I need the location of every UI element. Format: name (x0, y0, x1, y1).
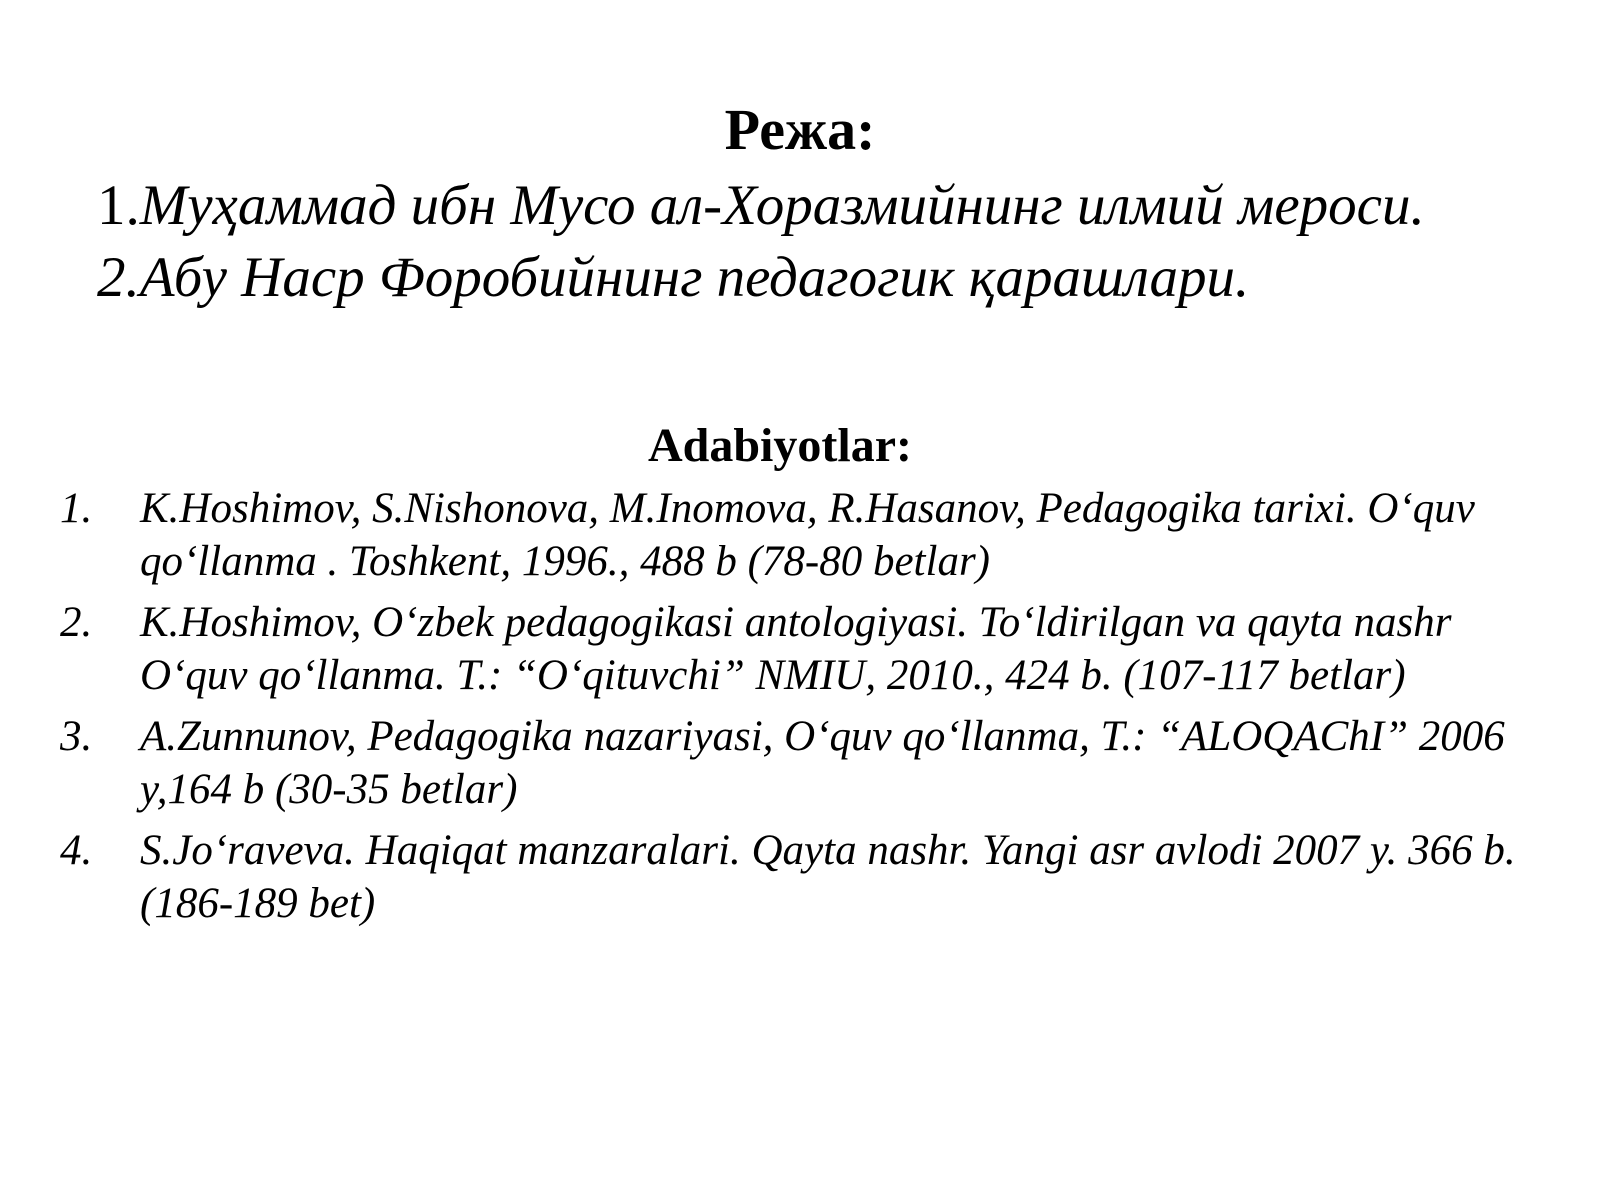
plan-item-2 (97, 242, 1587, 314)
reference-number: 4. (60, 827, 93, 874)
plan-title: Режа: (724, 97, 876, 162)
reference-text: K.Hoshimov, S.Nishonova, M.Inomova, R.Hasanov, Pedagogika tarixi. O‘quv qo‘llanma . Toshkent, 1996., 488 b (78-80 betlar) (140, 485, 1475, 585)
plan-list (97, 170, 1587, 314)
reference-number: 2. (60, 599, 93, 646)
reference-text: A.Zunnunov, Pedagogika nazariyasi, O‘quv qo‘llanma, T.: “ALOQAChI” 2006 y,164 b (30-35 betlar) (140, 713, 1505, 813)
reference-text: K.Hoshimov, O‘zbek pedagogikasi antologiyasi. To‘ldirilgan va qayta nashr O‘quv qo‘llanma. T.: “O‘qituvchi” NMIU, 2010., 424 b. (107-117 betlar) (140, 599, 1452, 699)
plan-item-text: Муҳаммад ибн Мусо ал-Хоразмийнинг илмий мероси. (139, 174, 1425, 237)
plan-item-number: 1. (97, 174, 140, 237)
references-list (60, 482, 1560, 938)
plan-item-number: 2. (97, 246, 140, 309)
references-title: Adabiyotlar: (648, 419, 912, 472)
reference-number: 1. (60, 485, 93, 532)
reference-item-4 (60, 824, 1560, 930)
reference-item-1 (60, 482, 1560, 588)
reference-item-2 (60, 596, 1560, 702)
plan-item-text: Абу Наср Форобийнинг педагогик қарашлари. (139, 246, 1250, 309)
reference-text: S.Jo‘raveva. Haqiqat manzaralari. Qayta nashr. Yangi asr avlodi 2007 y. 366 b. (186-189 bet) (140, 827, 1516, 927)
reference-item-3 (60, 710, 1560, 816)
plan-item-1 (97, 170, 1587, 242)
reference-number: 3. (60, 713, 93, 760)
